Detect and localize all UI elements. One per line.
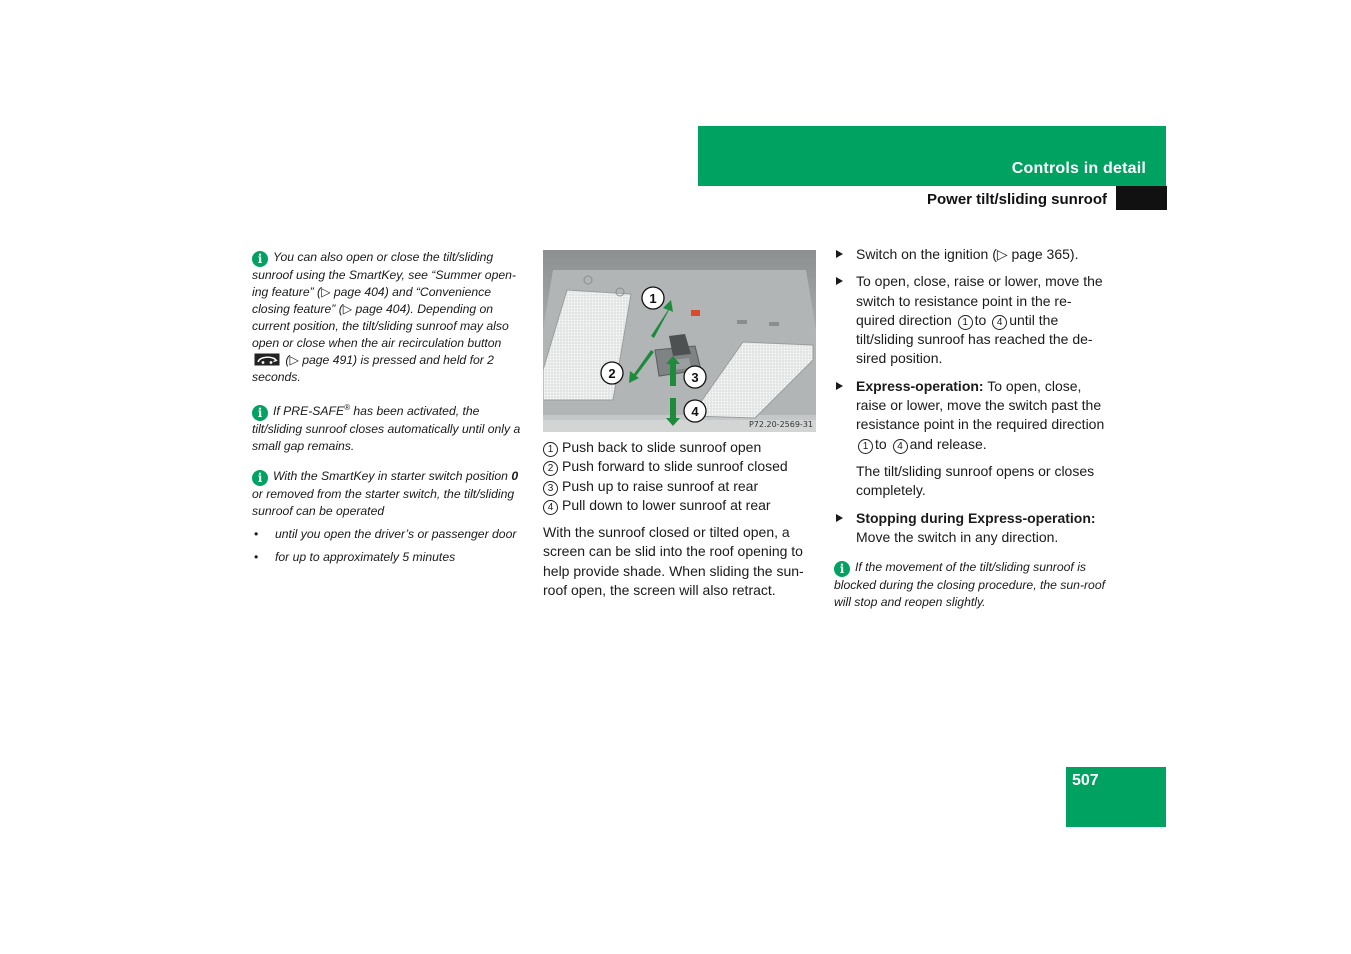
- info-note-starter-switch: [252, 468, 528, 520]
- note-bold-value: 0: [511, 469, 519, 484]
- legend-number: 3: [543, 481, 558, 496]
- subsection-title: Power tilt/sliding sunroof: [927, 191, 1107, 208]
- legend-number: 2: [543, 461, 558, 476]
- callout-2: 2: [608, 366, 616, 381]
- header-bar: [698, 126, 1166, 186]
- legend-item: [543, 477, 816, 496]
- info-icon: i: [834, 561, 850, 577]
- inline-number: 4: [992, 315, 1007, 330]
- registered-mark: ®: [344, 403, 351, 412]
- legend-item: [543, 438, 816, 457]
- note-text: If PRE-SAFE: [273, 404, 345, 419]
- note-text: or removed from the starter switch, the tilt/sliding sunroof can be operated: [252, 487, 515, 519]
- hazard-indicator: [691, 310, 700, 316]
- callout-3: 3: [691, 370, 699, 385]
- step-stop-express: [834, 509, 1110, 548]
- page-number-box: [1066, 767, 1166, 827]
- step-text: and release.: [909, 435, 987, 452]
- legend-item: [543, 457, 816, 476]
- sun-screen-paragraph: With the sunroof closed or tilted open, a screen can be slid into the roof opening to help provide shade. When sliding the sun-roof open, the screen will also retract.: [543, 524, 804, 599]
- info-icon: i: [252, 405, 268, 421]
- info-note-reopen: [834, 559, 1110, 611]
- inline-number: 1: [858, 439, 873, 454]
- note-text: (▷ page 491) is pressed and held for 2 seconds.: [252, 353, 494, 384]
- step-text: To open, close, raise or lower, move the switch past the resistance point in the required direction: [856, 377, 1105, 433]
- note-text: With the SmartKey in starter switch position: [273, 469, 508, 484]
- step-text: to: [875, 435, 887, 452]
- step-text: until the tilt/sliding sunroof has reached the de-sired position.: [856, 311, 1093, 367]
- overhead-console-illustration: [543, 250, 816, 432]
- legend-text: Push forward to slide sunroof closed: [562, 458, 788, 475]
- legend-text: Pull down to lower sunroof at rear: [562, 496, 771, 513]
- bullet-item: • for up to approximately 5 minutes: [252, 549, 528, 566]
- bullet-item: • until you open the driver’s or passenger door: [252, 526, 528, 543]
- step-move-switch: [834, 272, 1110, 368]
- figure-code: P72.20-2569-31: [748, 420, 813, 429]
- info-note-presafe: [252, 399, 528, 455]
- inline-number: 4: [893, 439, 908, 454]
- step-heading: Stopping during Express-operation:: [856, 509, 1096, 526]
- note-text: has been activated, the tilt/sliding sunroof closes automatically until only a small gap remains.: [252, 404, 521, 454]
- step-text: Move the switch in any direction.: [856, 528, 1059, 545]
- left-column: [252, 249, 528, 566]
- legend-text: Push back to slide sunroof open: [562, 439, 762, 455]
- express-result-text: The tilt/sliding sunroof opens or closes completely.: [856, 462, 1095, 499]
- legend-text: Push up to raise sunroof at rear: [562, 477, 759, 494]
- callout-1: 1: [649, 291, 657, 306]
- legend-number: 4: [543, 500, 558, 515]
- figure-legend: [543, 438, 816, 515]
- legend-number: 1: [543, 442, 558, 457]
- note-text: If the movement of the tilt/sliding sunroof is blocked during the closing procedure, the sun-roof will stop and reopen slightly.: [834, 560, 1105, 610]
- inline-number: 1: [958, 315, 973, 330]
- note-text: You can also open or close the tilt/sliding sunroof using the SmartKey, see “Summer open-ing feature” (▷ page 404) and “Convenience closing feature” (▷ page 404). Depending on current position, the tilt/sliding sunroof may also open or close when the air recirculation button: [252, 250, 516, 350]
- right-column: [834, 245, 1110, 611]
- legend-item: [543, 496, 816, 515]
- step-text: to: [974, 311, 987, 328]
- callout-4: 4: [691, 404, 699, 419]
- step-text: To open, close, raise or lower, move the switch to resistance point in the re-quired direction: [856, 273, 1103, 328]
- section-title: Controls in detail: [1011, 160, 1146, 177]
- step-ignition: Switch on the ignition (▷ page 365).: [834, 245, 1110, 264]
- page-number: 507: [1072, 772, 1099, 789]
- header-tab-marker: [1116, 186, 1167, 210]
- info-icon: i: [252, 251, 268, 267]
- step-express-operation: [834, 377, 1110, 454]
- middle-column: [543, 250, 816, 600]
- sunroof-switch-figure: [543, 250, 816, 432]
- info-icon: i: [252, 470, 268, 486]
- step-heading: Express-operation:: [856, 377, 984, 394]
- info-note-smartkey: [252, 249, 528, 386]
- air-recirculation-icon: [254, 353, 280, 366]
